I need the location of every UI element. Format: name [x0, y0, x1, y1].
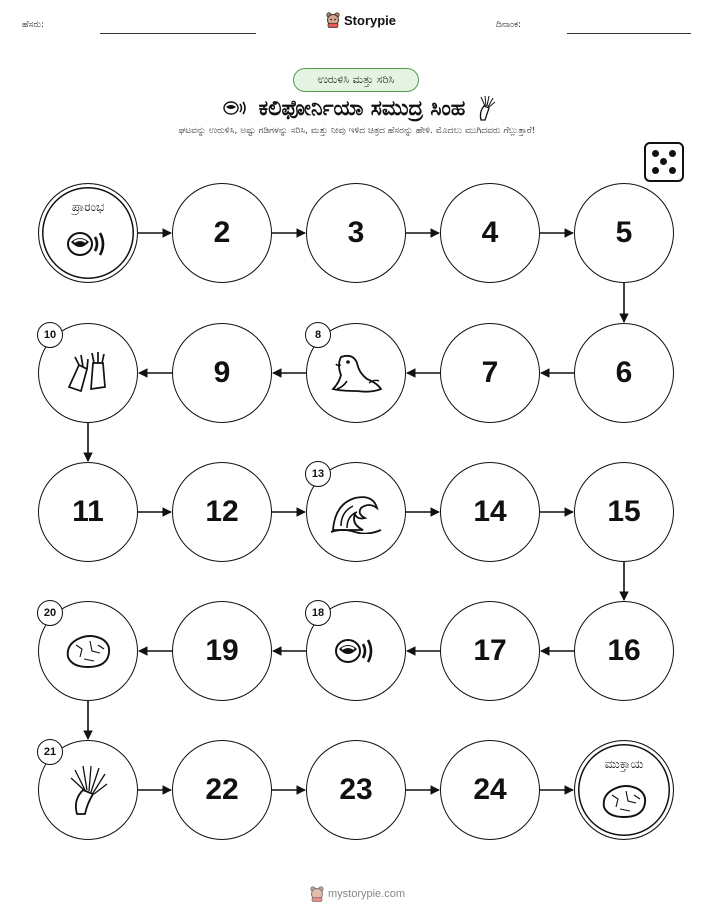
board-space-18[interactable] — [306, 601, 406, 701]
space-number: 11 — [72, 495, 104, 528]
mouth-sound-icon — [65, 226, 111, 262]
start-space[interactable] — [38, 183, 138, 283]
space-number: 14 — [473, 495, 507, 528]
space-number: 4 — [481, 216, 499, 249]
space-number-badge: 18 — [305, 600, 331, 626]
space-number-badge: 20 — [37, 600, 63, 626]
space-number: 5 — [615, 216, 633, 249]
space-number: 9 — [213, 356, 231, 389]
space-number: 24 — [473, 773, 507, 806]
space-number: 3 — [347, 216, 365, 249]
space-number: 7 — [481, 356, 499, 389]
space-number: 12 — [205, 495, 239, 528]
space-number-badge: 21 — [37, 739, 63, 765]
board-space-9[interactable] — [172, 323, 272, 423]
page-title: ಕಲಿಫೋರ್ನಿಯಾ ಸಮುದ್ರ ಸಿಂಹ — [258, 95, 466, 120]
space-number: 22 — [205, 773, 239, 806]
space-number: 23 — [339, 773, 373, 806]
board-space-4[interactable] — [440, 183, 540, 283]
space-number-badge: 8 — [305, 322, 331, 348]
space-number-badge: 10 — [37, 322, 63, 348]
board-space-15[interactable] — [574, 462, 674, 562]
game-type-tag: ಉರುಳಿಸಿ ಮತ್ತು ಸರಿಸಿ — [293, 68, 419, 92]
rock-icon — [62, 631, 114, 671]
rock-icon — [598, 781, 650, 821]
start-label: ಪ್ರಾರಂಭ — [71, 200, 105, 214]
board-space-10[interactable] — [38, 323, 138, 423]
space-number: 17 — [473, 634, 507, 667]
board-space-24[interactable] — [440, 740, 540, 840]
board-space-23[interactable] — [306, 740, 406, 840]
instructions: ಘಟವನ್ನು ಉರುಳಿಸಿ, ಅಷ್ಟು ಗಡಿಗಳನ್ನು ಸರಿಸಿ, ಮತ್ತು ನೀವು ಇಳಿದ ಚಿತ್ರದ ಹೆಸರನ್ನು ಹೇಳಿ. ಮೊದಲು ಮುಗಿದವರು ಗೆಲ್ಲುತ್ತಾರೆ! — [178, 126, 536, 136]
bear-mascot-icon — [310, 886, 324, 902]
anemone-icon — [65, 762, 111, 818]
board-space-3[interactable] — [306, 183, 406, 283]
board-space-17[interactable] — [440, 601, 540, 701]
board-space-6[interactable] — [574, 323, 674, 423]
space-number-badge: 13 — [305, 461, 331, 487]
board-space-16[interactable] — [574, 601, 674, 701]
board-space-13[interactable] — [306, 462, 406, 562]
footer-url[interactable]: mystorypie.com — [328, 888, 406, 900]
board-space-7[interactable] — [440, 323, 540, 423]
mouth-sound-icon — [333, 633, 379, 669]
flippers-icon — [61, 351, 115, 395]
board-space-20[interactable] — [38, 601, 138, 701]
finish-label: ಮುಕ್ತಾಯ — [604, 757, 644, 771]
name-label: ಹೆಸರು: — [22, 20, 45, 30]
board-space-2[interactable] — [172, 183, 272, 283]
sea-lion-icon — [327, 351, 385, 395]
wave-icon — [329, 490, 383, 534]
footer — [310, 886, 405, 902]
board-space-22[interactable] — [172, 740, 272, 840]
space-number: 6 — [615, 356, 633, 389]
board-space-11[interactable] — [38, 462, 138, 562]
board-space-21[interactable] — [38, 740, 138, 840]
board-space-8[interactable] — [306, 323, 406, 423]
board-space-12[interactable] — [172, 462, 272, 562]
date-label: ದಿನಾಂಕ: — [496, 20, 522, 30]
brand-name: Storypie — [344, 12, 397, 28]
board-space-19[interactable] — [172, 601, 272, 701]
board-space-5[interactable] — [574, 183, 674, 283]
board-space-14[interactable] — [440, 462, 540, 562]
finish-space[interactable] — [574, 740, 674, 840]
space-number: 16 — [607, 634, 641, 667]
space-number: 15 — [607, 495, 641, 528]
space-number: 19 — [205, 634, 239, 667]
space-number: 2 — [213, 216, 231, 249]
